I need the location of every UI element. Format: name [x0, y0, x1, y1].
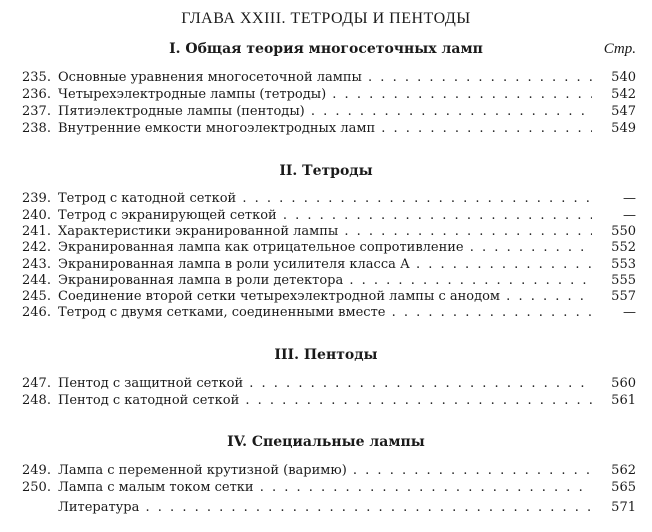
- entry-number: 237.: [22, 104, 51, 119]
- section-title-3: III. Пентоды: [274, 347, 378, 363]
- entry-number: 239.: [22, 191, 51, 206]
- toc-entry[interactable]: [22, 87, 636, 103]
- entry-title: Экранированная лампа как отрицательное сопротивление . . .: [58, 240, 592, 256]
- entry-title: Основные уравнения многосеточной лампы . . .: [58, 70, 592, 86]
- toc-entry[interactable]: [22, 224, 636, 240]
- entry-page: 571: [611, 500, 636, 515]
- entry-number: 241.: [22, 224, 51, 239]
- entry-number: 244.: [22, 273, 51, 288]
- entry-page: 547: [611, 104, 636, 119]
- entry-page: 560: [611, 376, 636, 391]
- toc-entry[interactable]: [22, 257, 636, 273]
- entry-page: 550: [611, 224, 636, 239]
- section-title-2: II. Тетроды: [279, 163, 373, 179]
- entry-title: Тетрод с экранирующей сеткой . . .: [58, 208, 592, 224]
- toc-entry[interactable]: [22, 393, 636, 409]
- entry-number: 246.: [22, 305, 51, 320]
- entry-title: Соединение второй сетки четырехэлектродной лампы с анодом . . .: [58, 289, 592, 305]
- toc-entry-literature[interactable]: [22, 500, 636, 516]
- section-title-4: IV. Специальные лампы: [227, 434, 425, 450]
- entry-title: Пентод с защитной сеткой . . .: [58, 376, 592, 392]
- entry-page: 565: [611, 480, 636, 495]
- entry-page: 555: [611, 273, 636, 288]
- entry-title: Пятиэлектродные лампы (пентоды) . . .: [58, 104, 592, 120]
- entry-number: 236.: [22, 87, 51, 102]
- entry-page: 562: [611, 463, 636, 478]
- toc-entry[interactable]: [22, 70, 636, 86]
- entry-number: 242.: [22, 240, 51, 255]
- toc-entry[interactable]: [22, 240, 636, 256]
- entry-title: Экранированная лампа в роли детектора . . .: [58, 273, 592, 289]
- entry-title: Литература . . .: [58, 500, 592, 516]
- entry-title: Тетрод с двумя сетками, соединенными вместе . . .: [58, 305, 592, 321]
- entry-number: 250.: [22, 480, 51, 495]
- entry-title: Экранированная лампа в роли усилителя класса А . . .: [58, 257, 592, 273]
- entry-page: —: [623, 305, 636, 320]
- entry-title: Лампа с переменной крутизной (варимю) . . .: [58, 463, 592, 479]
- entry-title: Лампа с малым током сетки . . .: [58, 480, 592, 496]
- toc-entry[interactable]: [22, 273, 636, 289]
- entry-number: 248.: [22, 393, 51, 408]
- entry-number: 240.: [22, 208, 51, 223]
- entry-page: 557: [611, 289, 636, 304]
- entry-page: 552: [611, 240, 636, 255]
- entry-page: 561: [611, 393, 636, 408]
- entry-number: 243.: [22, 257, 51, 272]
- entry-number: 238.: [22, 121, 51, 136]
- entry-number: 235.: [22, 70, 51, 85]
- entry-page: —: [623, 208, 636, 223]
- entry-title: Тетрод с катодной сеткой . . .: [58, 191, 592, 207]
- entry-page: 553: [611, 257, 636, 272]
- toc-entry[interactable]: [22, 208, 636, 224]
- chapter-title: ГЛАВА XXIII. ТЕТРОДЫ И ПЕНТОДЫ: [181, 10, 471, 27]
- toc-entry[interactable]: [22, 191, 636, 207]
- entry-page: 542: [611, 87, 636, 102]
- entry-title: Четырехэлектродные лампы (тетроды) . . .: [58, 87, 592, 103]
- entry-title: Пентод с катодной сеткой . . .: [58, 393, 592, 409]
- entry-title: Характеристики экранированной лампы . . .: [58, 224, 592, 240]
- entry-number: 249.: [22, 463, 51, 478]
- toc-entry[interactable]: [22, 104, 636, 120]
- toc-entry[interactable]: [22, 305, 636, 321]
- toc-entry[interactable]: [22, 289, 636, 305]
- page-column-label: Стр.: [603, 41, 636, 57]
- entry-page: 540: [611, 70, 636, 85]
- toc-entry[interactable]: [22, 376, 636, 392]
- section-title-1: I. Общая теория многосеточных ламп: [169, 41, 483, 57]
- toc-entry[interactable]: [22, 480, 636, 496]
- toc-entry[interactable]: [22, 121, 636, 137]
- entry-number: 245.: [22, 289, 51, 304]
- entry-number: 247.: [22, 376, 51, 391]
- entry-title: Внутренние емкости многоэлектродных ламп . . .: [58, 121, 592, 137]
- toc-entry[interactable]: [22, 463, 636, 479]
- entry-page: 549: [611, 121, 636, 136]
- entry-page: —: [623, 191, 636, 206]
